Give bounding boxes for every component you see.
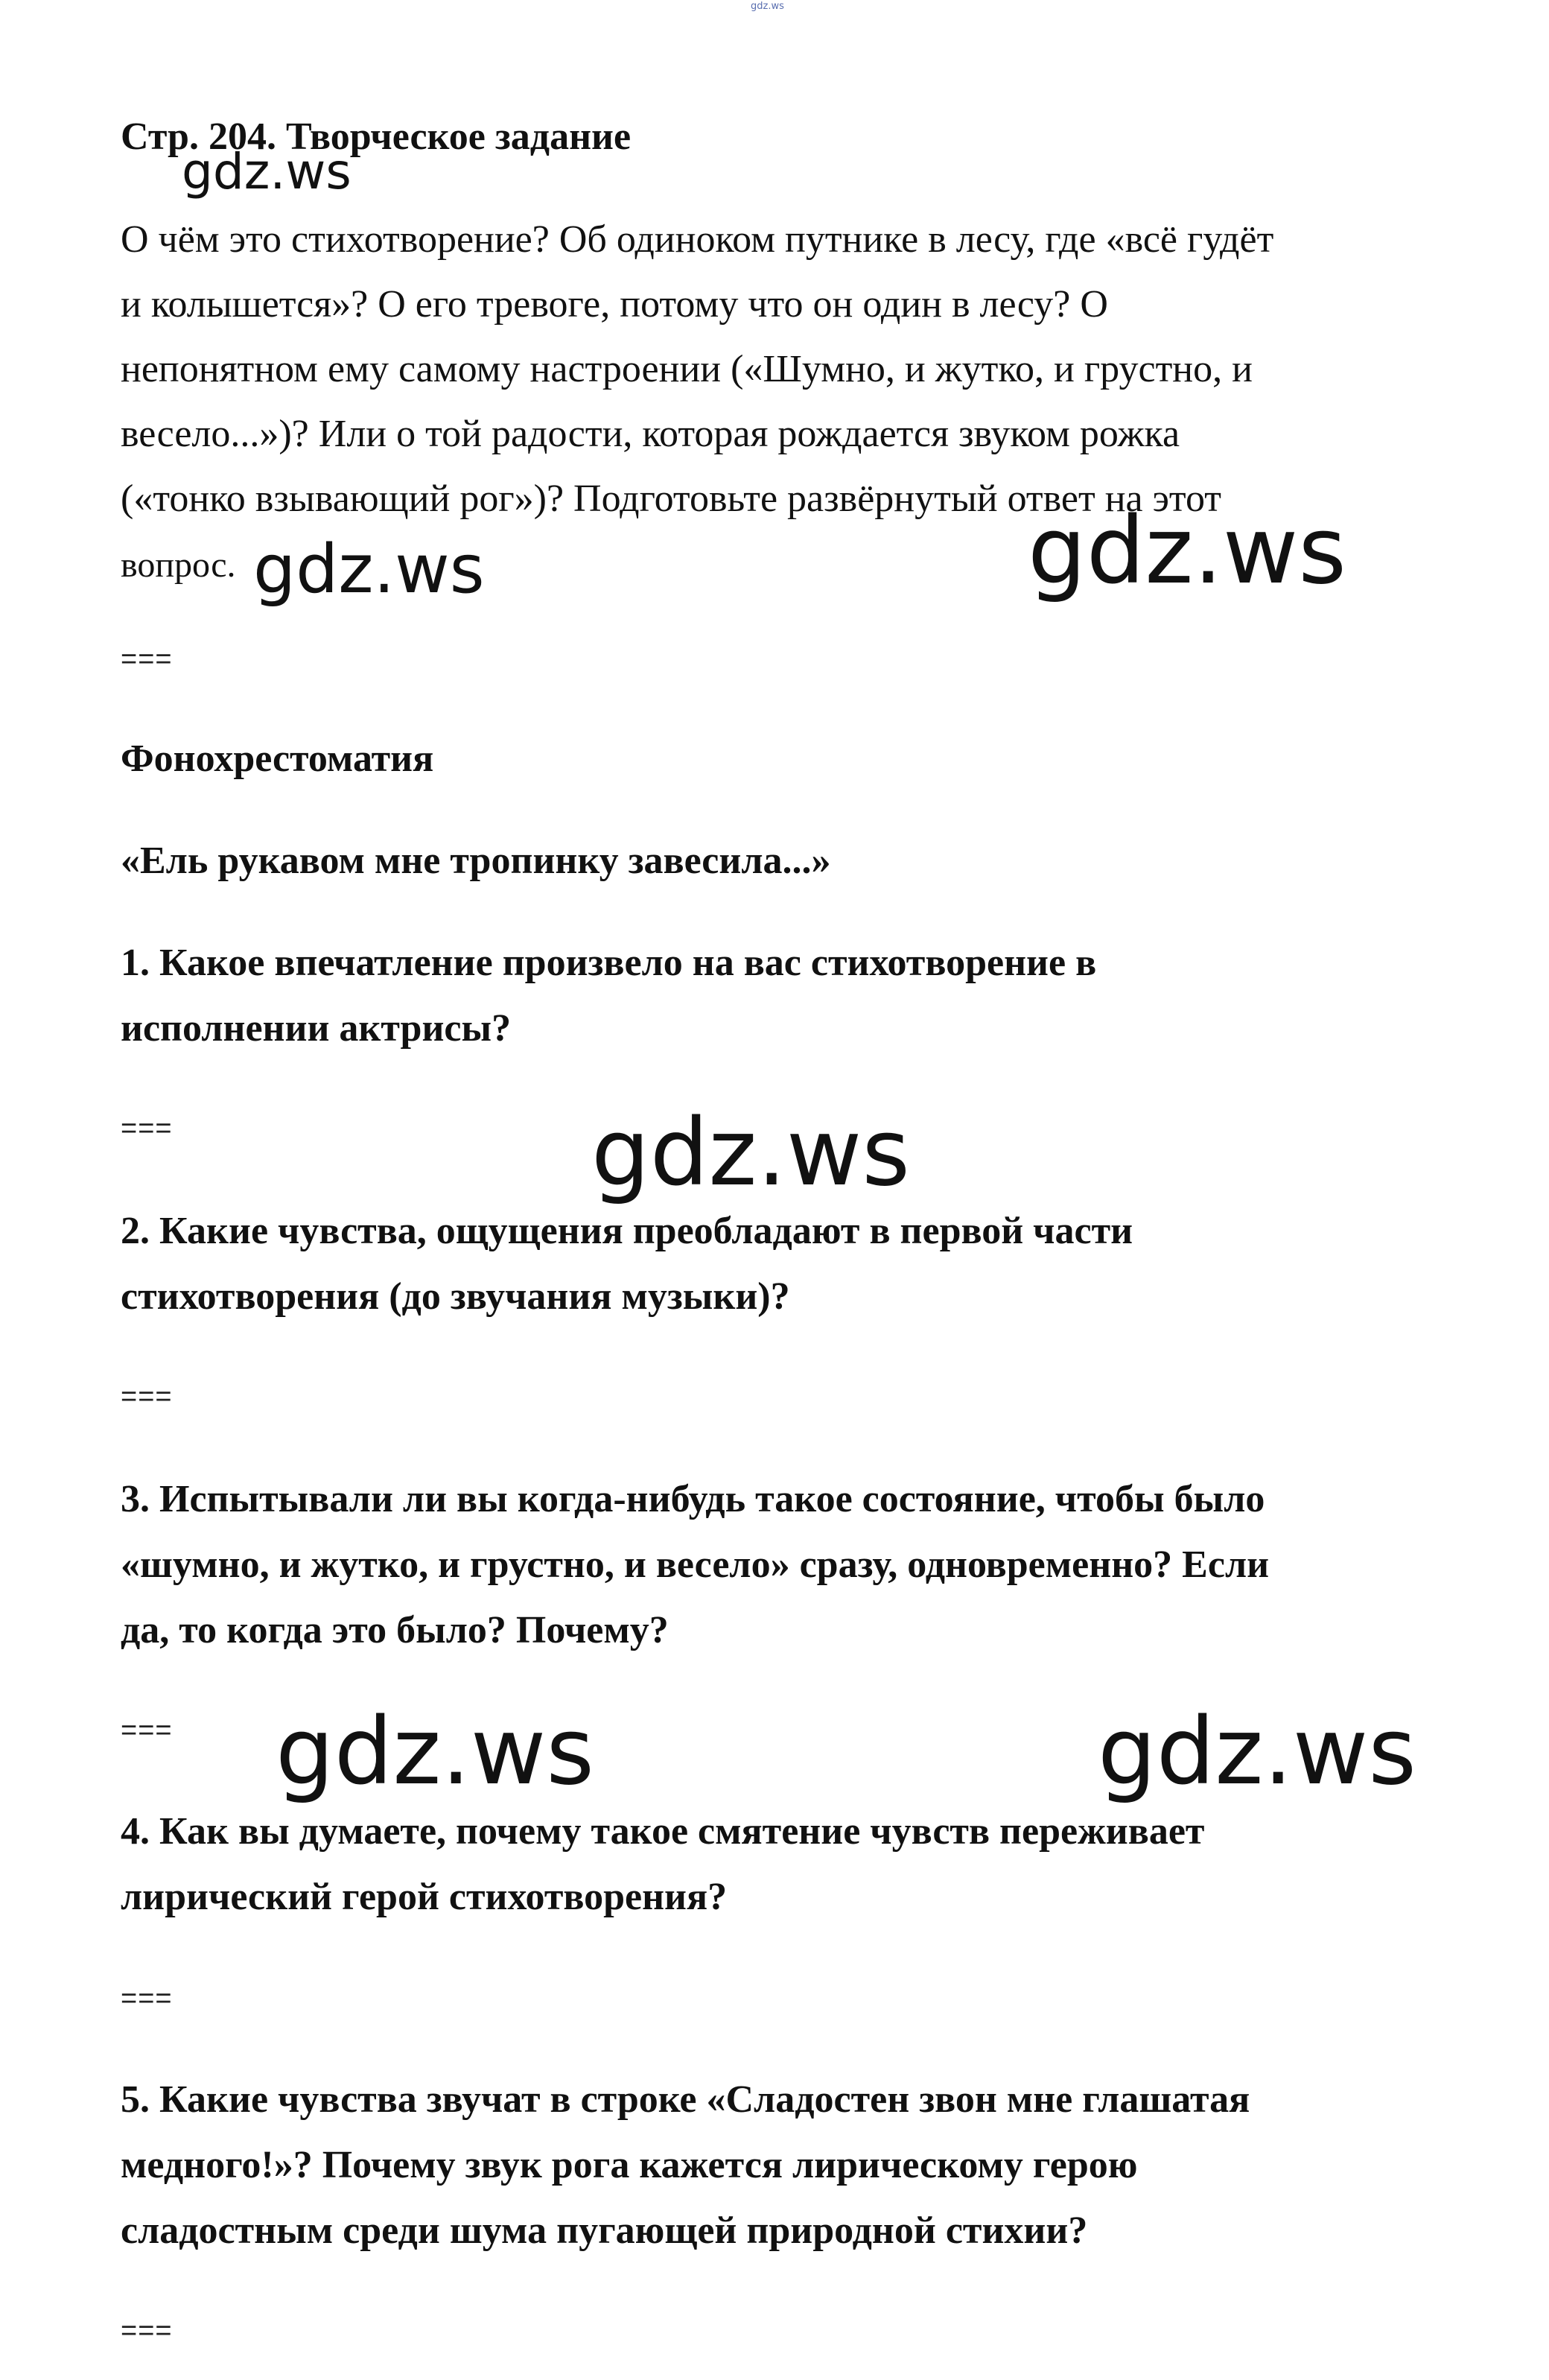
watermark: gdz.ws (253, 530, 485, 609)
question-line: медного!»? Почему звук рога кажется лирическому герою (121, 2144, 1138, 2186)
paragraph-line: вопрос. (121, 545, 236, 585)
paragraph-line: («тонко взывающий рог»)? Подготовьте развёрнутый ответ на этот (121, 477, 1222, 520)
question-line: 1. Какое впечатление произвело на вас стихотворение в (121, 942, 1097, 984)
separator: === (121, 1113, 173, 1144)
question-line: стихотворения (до звучания музыки)? (121, 1275, 790, 1318)
paragraph-line: и колышется»? О его тревоге, потому что он один в лесу? О (121, 283, 1108, 326)
watermark: gdz.ws (276, 1698, 594, 1806)
paragraph-line: непонятном ему самому настроении («Шумно, и жутко, и грустно, и (121, 348, 1253, 390)
question-line: «шумно, и жутко, и грустно, и весело» сразу, одновременно? Если (121, 1543, 1270, 1586)
separator: === (121, 2315, 173, 2346)
paragraph-line: весело...»)? Или о той радости, которая рождается звуком рожка (121, 413, 1180, 455)
watermark: gdz.ws (1098, 1698, 1416, 1806)
question-line: сладостным среди шума пугающей природной стихии? (121, 2209, 1088, 2252)
separator: === (121, 1715, 173, 1746)
section-title: Фонохрестоматия (121, 737, 434, 780)
question-line: лирический герой стихотворения? (121, 1876, 728, 1918)
question-line: исполнении актрисы? (121, 1007, 512, 1050)
question-line: 5. Какие чувства звучат в строке «Сладостен звон мне глашатая (121, 2078, 1250, 2121)
paragraph-line: О чём это стихотворение? Об одиноком путнике в лесу, где «всё гудёт (121, 218, 1274, 261)
watermark: gdz.ws (1028, 498, 1346, 605)
separator: === (121, 1983, 173, 2014)
watermark: gdz.ws (591, 1099, 910, 1207)
question-line: 2. Какие чувства, ощущения преобладают в первой части (121, 1210, 1133, 1252)
separator: === (121, 1381, 173, 1412)
poem-title: «Ель рукавом мне тропинку завесила...» (121, 840, 831, 882)
question-line: 3. Испытывали ли вы когда-нибудь такое состояние, чтобы было (121, 1478, 1265, 1520)
section-title: Стр. 204. Творческое задание (121, 115, 632, 158)
watermark-top: gdz.ws (751, 1, 784, 12)
watermark: gdz.ws (182, 143, 352, 200)
separator: === (121, 644, 173, 675)
question-line: да, то когда это было? Почему? (121, 1609, 669, 1651)
question-line: 4. Как вы думаете, почему такое смятение чувств переживает (121, 1810, 1205, 1853)
